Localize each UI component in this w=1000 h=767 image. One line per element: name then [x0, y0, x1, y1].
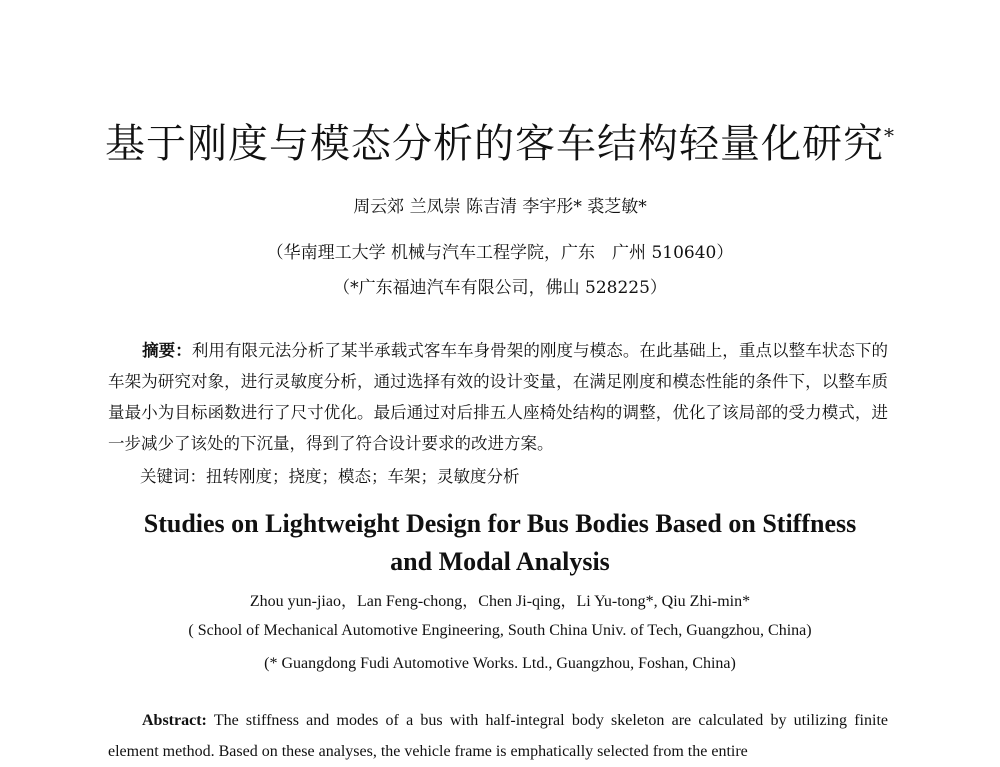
- chinese-authors: 周云郊 兰凤崇 陈吉清 李宇彤* 裘芝敏*: [353, 197, 647, 217]
- english-title: [0, 505, 1000, 581]
- chinese-abstract-label: 摘要：: [142, 341, 192, 360]
- english-title-line-1: Studies on Lightweight Design for Bus Bodies Based on Stiffness: [143, 509, 857, 538]
- english-authors: Zhou yun-jiao，Lan Feng-chong，Chen Ji-qing，Li Yu-tong*, Qiu Zhi-min*: [249, 593, 751, 610]
- chinese-abstract-text: 利用有限元法分析了某半承载式客车车身骨架的刚度与模态。在此基础上，重点以整车状态下的车架为研究对象，进行灵敏度分析，通过选择有效的设计变量，在满足刚度和模态性能的条件下，以整车质量最小为目标函数进行了尺寸优化。最后通过对后排五人座椅处结构的调整，优化了该局部的受力模式，进一步减少了该处的下沉量，得到了符合设计要求的改进方案。: [108, 341, 889, 453]
- english-abstract: [108, 705, 888, 767]
- title-footnote-mark: *: [884, 123, 895, 148]
- chinese-keywords: 关键词：扭转刚度；挠度；模态；车架；灵敏度分析: [140, 467, 520, 486]
- english-abstract-label: Abstract:: [142, 712, 207, 729]
- chinese-title: [0, 112, 1000, 169]
- english-title-line-2: and Modal Analysis: [390, 547, 610, 576]
- chinese-title-text: 基于刚度与模态分析的客车结构轻量化研究: [105, 121, 884, 167]
- english-affiliation-1: ( School of Mechanical Automotive Engineering, South China Univ. of Tech, Guangzhou, China): [188, 622, 812, 639]
- chinese-affiliation-2: （*广东福迪汽车有限公司，佛山 528225）: [333, 278, 667, 298]
- chinese-abstract: [108, 335, 888, 459]
- english-abstract-text: The stiffness and modes of a bus with half-integral body skeleton are calculated by utilizing finite element method. Based on these analyses, the vehicle frame is emphatically selected from the entire: [108, 712, 888, 760]
- english-affiliation-2: (* Guangdong Fudi Automotive Works. Ltd., Guangzhou, Foshan, China): [264, 655, 736, 672]
- chinese-affiliation-1: （华南理工大学 机械与汽车工程学院，广东 广州 510640）: [266, 243, 734, 263]
